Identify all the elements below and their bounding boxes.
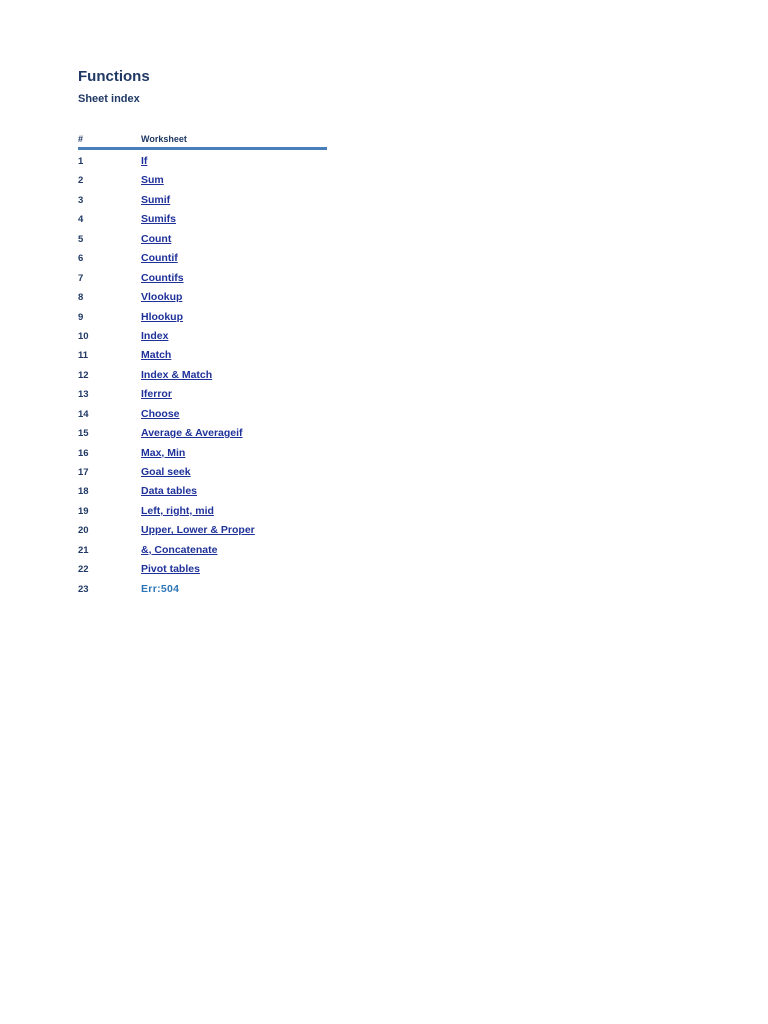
worksheet-link[interactable]: Vlookup — [141, 291, 183, 304]
table-row — [78, 308, 327, 327]
table-row — [78, 385, 327, 404]
worksheet-link[interactable]: Data tables — [141, 485, 198, 498]
table-row — [78, 463, 327, 482]
row-number: 8 — [78, 292, 84, 304]
table-header — [78, 131, 327, 150]
table-row — [78, 191, 327, 210]
worksheet-link[interactable]: Countifs — [141, 271, 184, 284]
row-number: 18 — [78, 486, 89, 498]
table-row — [78, 521, 327, 540]
row-number: 19 — [78, 505, 89, 517]
table-row — [78, 541, 327, 560]
row-number: 21 — [78, 544, 89, 556]
worksheet-link[interactable]: Sumifs — [141, 213, 177, 226]
table-body — [78, 152, 327, 599]
row-number: 7 — [78, 272, 84, 284]
row-number: 10 — [78, 330, 89, 342]
table-row — [78, 560, 327, 579]
row-number: 14 — [78, 408, 89, 420]
worksheet-link[interactable]: Iferror — [141, 388, 172, 401]
table-row — [78, 327, 327, 346]
table-row — [78, 366, 327, 385]
sheet-index-table — [78, 131, 327, 599]
header-worksheet: Worksheet — [141, 134, 187, 144]
table-row — [78, 580, 327, 599]
table-row — [78, 444, 327, 463]
table-row — [78, 152, 327, 171]
worksheet-link[interactable]: Max, Min — [141, 446, 186, 459]
worksheet-link[interactable]: Index & Match — [141, 368, 213, 381]
worksheet-link[interactable]: Index — [141, 329, 169, 342]
table-row — [78, 230, 327, 249]
worksheet-link[interactable]: Pivot tables — [141, 563, 200, 576]
row-number: 2 — [78, 175, 84, 187]
table-row — [78, 482, 327, 501]
table-row — [78, 424, 327, 443]
row-number: 15 — [78, 428, 89, 440]
row-number: 3 — [78, 194, 84, 206]
worksheet-link[interactable]: Goal seek — [141, 466, 191, 478]
worksheet-link[interactable]: Match — [141, 349, 172, 362]
row-number: 6 — [78, 253, 84, 265]
row-number: 9 — [78, 311, 84, 323]
worksheet-link[interactable]: Countif — [141, 252, 178, 265]
table-row — [78, 288, 327, 307]
row-number: 11 — [78, 350, 89, 362]
table-row — [78, 249, 327, 268]
worksheet-link[interactable]: Sumif — [141, 193, 171, 206]
worksheet-link[interactable]: Choose — [141, 407, 180, 420]
page-title: Functions — [78, 68, 150, 85]
row-number: 12 — [78, 369, 89, 381]
worksheet-link[interactable]: Count — [141, 232, 172, 245]
table-row — [78, 269, 327, 288]
row-number: 23 — [78, 583, 89, 595]
row-number: 13 — [78, 389, 89, 401]
header-number: # — [78, 134, 84, 144]
worksheet-link[interactable]: Left, right, mid — [141, 504, 214, 517]
worksheet-link[interactable]: Sum — [141, 174, 164, 187]
error-value: Err:504 — [141, 582, 180, 595]
row-number: 20 — [78, 525, 89, 537]
worksheet-link[interactable]: &, Concatenate — [141, 543, 218, 556]
worksheet-link[interactable]: If — [141, 155, 148, 167]
row-number: 17 — [78, 467, 89, 478]
row-number: 1 — [78, 156, 84, 167]
row-number: 4 — [78, 214, 84, 226]
row-number: 16 — [78, 447, 89, 459]
worksheet-link[interactable]: Upper, Lower & Proper — [141, 524, 255, 537]
worksheet-link[interactable]: Hlookup — [141, 310, 183, 323]
row-number: 22 — [78, 564, 89, 576]
worksheet-link[interactable]: Average & Averageif — [141, 427, 243, 440]
table-row — [78, 346, 327, 365]
page-subtitle: Sheet index — [78, 93, 140, 105]
table-row — [78, 171, 327, 190]
table-row — [78, 502, 327, 521]
table-row — [78, 210, 327, 229]
row-number: 5 — [78, 233, 84, 245]
table-row — [78, 405, 327, 424]
